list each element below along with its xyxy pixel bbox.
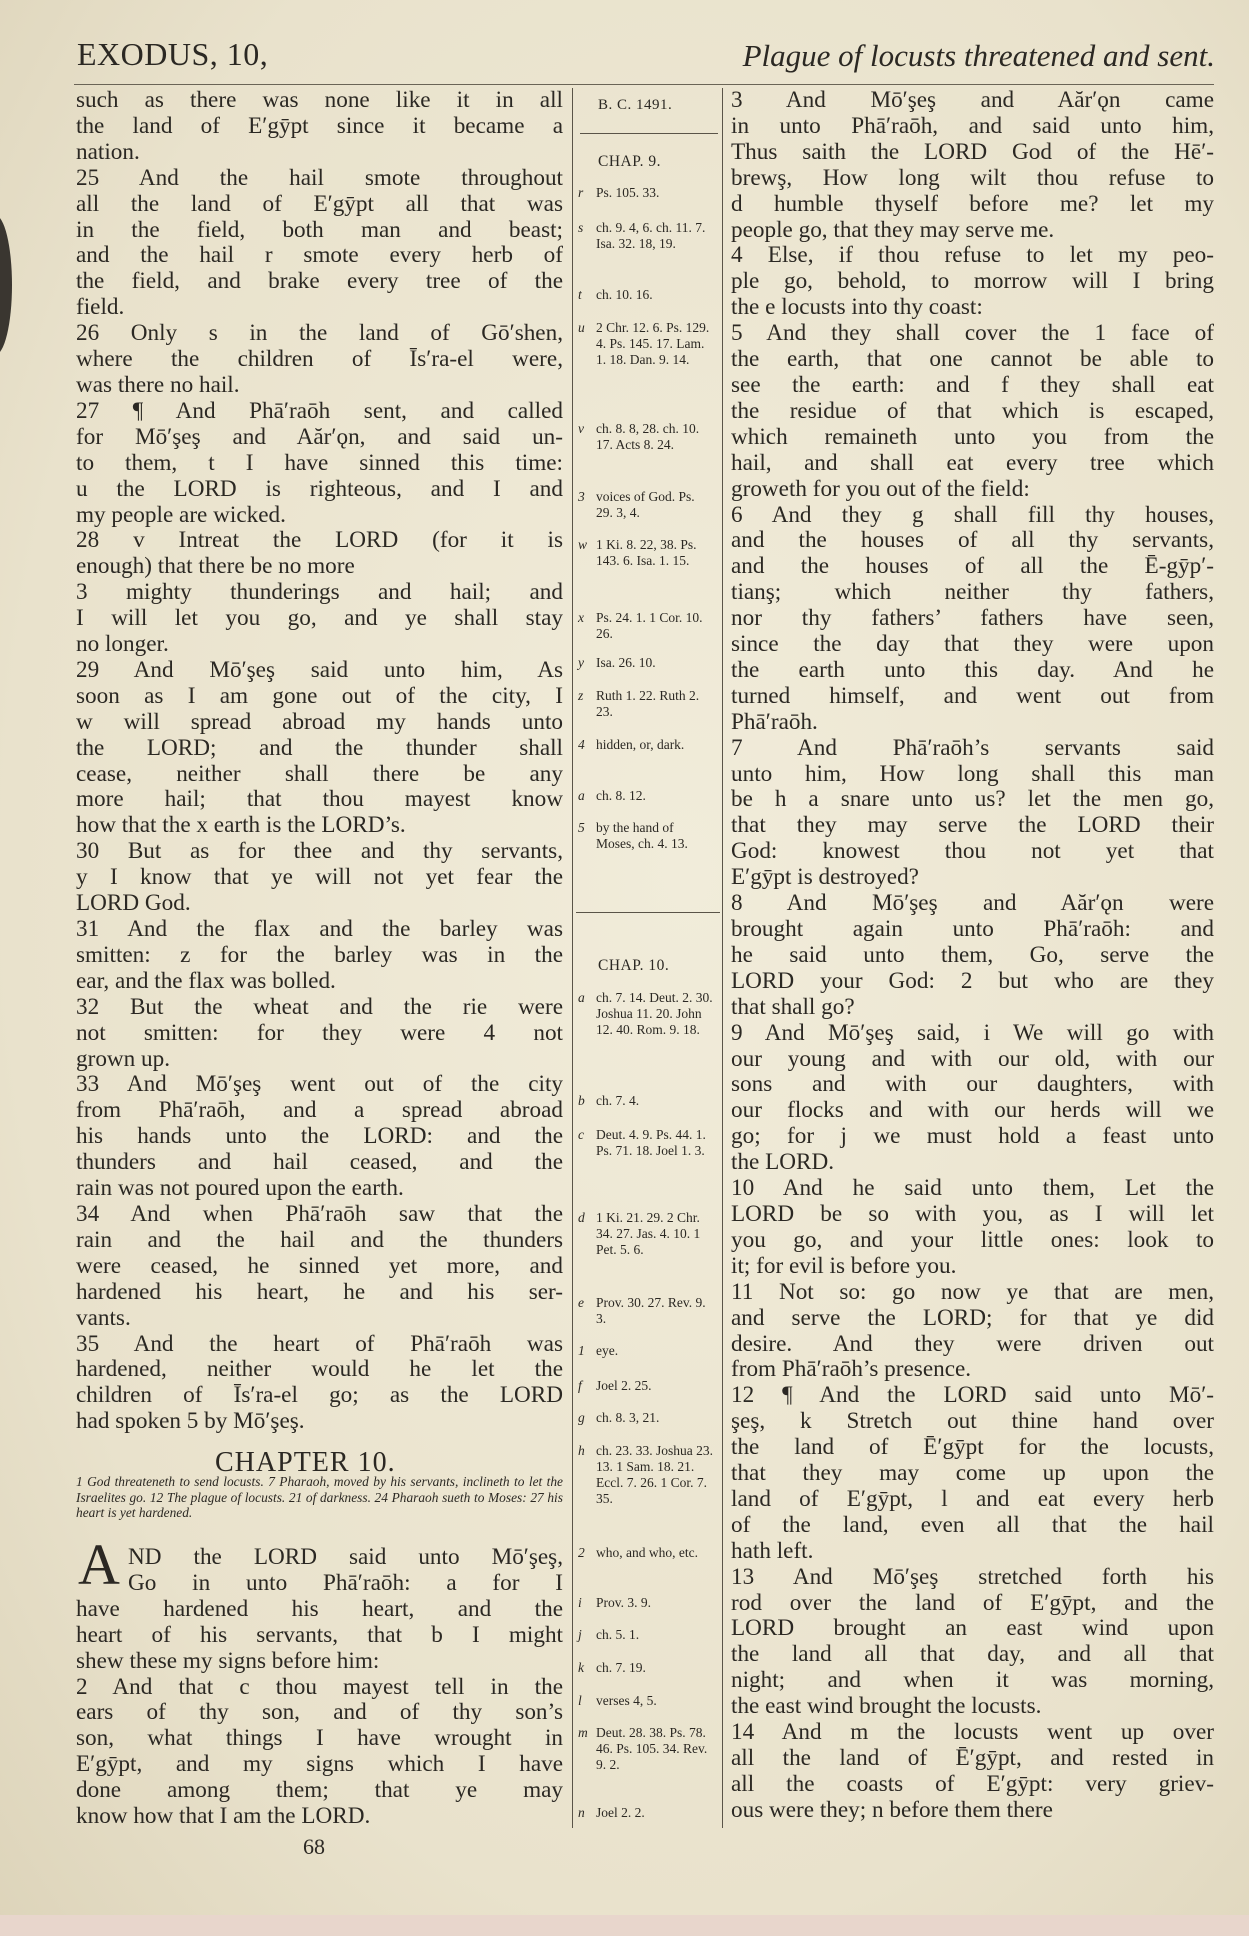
reference-text: Ruth 1. 22. Ruth 2. 23. [596,688,700,719]
reference-mark: t [578,287,582,302]
reference-mark: m [578,1725,588,1740]
text-line: son, what things I have wrought in [76,1725,563,1752]
reference-text: who, and who, etc. [596,1545,698,1560]
text-line: 26 Only s in the land of Gō′shen, [76,320,563,347]
reference-mark: u [578,320,585,335]
cross-reference [578,1343,718,1359]
reference-text: ch. 7. 4. [596,1093,640,1108]
reference-text: by the hand of Moses, ch. 4. 13. [596,820,688,851]
text-line: I will let you go, and ye shall stay [76,605,563,632]
reference-text: ch. 7. 14. Deut. 2. 30. Joshua 11. 20. John 12. 40. Rom. 9. 18. [596,990,713,1037]
text-line: 32 But the wheat and the rie were [76,993,563,1020]
cross-reference [578,1093,718,1109]
cross-reference [578,1660,718,1676]
text-line: 34 And when Phā′raōh saw that the [76,1200,563,1227]
text-line: 3 mighty thunderings and hail; and [76,579,563,606]
reference-mark: 2 [578,1545,585,1560]
page-topic-title: Plague of locusts threatened and sent. [742,38,1215,73]
text-line: Go in unto Phā′raōh: a for I [128,1569,563,1596]
cross-reference [578,1693,718,1709]
text-line: 5 And they shall cover the 1 face of [731,320,1214,347]
text-line: ple go, behold, to morrow will I bring [731,268,1214,295]
text-line: nation. [76,138,140,165]
reference-text: ch. 23. 33. Joshua 23. 13. 1 Sam. 18. 21. Eccl. 7. 26. 1 Cor. 7. 35. [596,1443,713,1506]
left-column-divider [572,88,573,1828]
text-line: groweth for you out of the field: [731,475,1030,502]
text-line: 7 And Phā′raōh’s servants said [731,734,1214,761]
reference-text: Prov. 3. 9. [596,1595,652,1610]
text-line: d humble thyself before me? let my [731,190,1214,217]
text-line: done among them; that ye may [76,1777,563,1804]
text-line: E′gȳpt is destroyed? [731,864,919,891]
reference-mark: 1 [578,1343,585,1358]
header-rule [74,84,1214,85]
text-line: the field, and brake every tree of the [76,268,563,295]
text-line: all the land of E′gȳpt all that was [76,190,563,217]
text-line: 28 v Intreat the LORD (for it is [76,527,563,554]
text-line: turned himself, and went out from [731,682,1214,709]
text-line: that they may come up upon the [731,1460,1214,1487]
text-line: y I know that ye will not yet fear the [76,864,563,891]
text-line: and the houses of all thy servants, [731,527,1214,554]
text-line: desire. And they were driven out [731,1330,1214,1357]
reference-text: Isa. 26. 10. [596,655,656,670]
text-line: such as there was none like it in all [76,87,563,113]
reference-text: verses 4, 5. [596,1693,657,1708]
text-line: the east wind brought the locusts. [731,1693,1042,1720]
text-line: his hands unto the LORD: and the [76,1123,563,1150]
cross-reference [578,737,718,753]
text-line: LORD brought an east wind upon [731,1615,1214,1642]
chap-ref-rule [576,912,720,913]
text-line: 27 ¶ And Phā′raōh sent, and called [76,397,563,424]
text-line: hail, and shall eat every tree which [731,449,1214,476]
text-line: of the land, even all that the hail [731,1511,1214,1538]
text-line: LORD God. [76,890,191,917]
running-header [75,36,1215,82]
text-line: unto him, How long shall this man [731,760,1214,787]
text-line: ND the LORD said unto Mō′şeş, [128,1544,563,1570]
text-line: enough) that there be no more [76,553,355,580]
text-line: know how that I am the LORD. [76,1803,371,1830]
cross-reference [578,537,718,569]
reference-mark: 3 [578,489,585,504]
text-line: Thus saith the LORD God of the Hē′- [731,138,1214,165]
cross-reference [578,320,718,368]
reference-mark: b [578,1093,585,1108]
reference-mark: j [578,1627,582,1642]
text-line: more hail; that thou mayest know [76,786,563,813]
reference-text: hidden, or, dark. [596,737,685,752]
reference-text: Ps. 24. 1. 1 Cor. 10. 26. [596,610,703,641]
text-line: our flocks and with our herds will we [731,1097,1214,1124]
text-line: have hardened his heart, and the [76,1595,563,1622]
reference-mark: 5 [578,820,585,835]
text-line: for Mō′şeş and Aăr′ǫn, and said un- [76,423,563,450]
cross-reference [578,1725,718,1773]
text-line: thunders and hail ceased, and the [76,1149,563,1176]
text-line: rain and the hail and the thunders [76,1226,563,1253]
text-line: and serve the LORD; for that ye did [731,1304,1214,1331]
text-line: not smitten: for they were 4 not [76,1019,563,1046]
cross-reference [578,1595,718,1611]
reference-text: voices of God. Ps. 29. 3, 4. [596,489,695,520]
text-line: soon as I am gone out of the city, I [76,682,563,709]
cross-reference [578,820,718,852]
text-line: ears of thy son, and of thy son’s [76,1699,563,1726]
text-line: the e locusts into thy coast: [731,294,983,321]
drop-cap: A [78,1532,120,1597]
text-line: were ceased, he sinned yet more, and [76,1252,563,1279]
reference-text: Deut. 28. 38. Ps. 78. 46. Ps. 105. 34. Rev. 9. 2. [596,1725,708,1772]
reference-text: 1 Ki. 8. 22, 38. Ps. 143. 6. Isa. 1. 15. [596,537,697,568]
text-line: LORD be so with you, as I will let [731,1200,1214,1227]
cross-reference [578,1410,718,1426]
text-line: all the coasts of E′gȳpt: very griev- [731,1770,1214,1797]
text-line: from Phā′raōh’s presence. [731,1356,972,1383]
reference-mark: k [578,1660,584,1675]
text-line: 2 And that c thou mayest tell in the [76,1673,563,1700]
text-line: brewş, How long wilt thou refuse to [731,164,1214,191]
text-line: brought again unto Phā′raōh: and [731,916,1214,942]
reference-text: Joel 2. 2. [596,1805,645,1820]
reference-text: eye. [596,1343,619,1358]
text-line: God: knowest thou not yet that [731,838,1214,865]
reference-mark: g [578,1410,585,1425]
date-rule [580,133,718,134]
text-line: it; for evil is before you. [731,1252,957,1279]
text-line: since the day that they were upon [731,631,1214,658]
reference-mark: i [578,1595,582,1610]
text-line: people go, that they may serve me. [731,216,1055,243]
reference-mark: w [578,537,588,552]
cross-reference [578,788,718,804]
text-line: land of E′gȳpt, l and eat every herb [731,1485,1214,1512]
text-line: 11 Not so: go now ye that are men, [731,1278,1214,1305]
text-line: LORD your God: 2 but who are they [731,967,1214,994]
reference-mark: l [578,1693,582,1708]
right-text-column [731,88,1214,1824]
text-line: 31 And the flax and the barley was [76,916,563,942]
text-line: be h a snare unto us? let the men go, [731,786,1214,813]
reference-text: ch. 8. 12. [596,788,646,803]
reference-mark: v [578,421,584,436]
reference-mark: a [578,990,585,1005]
cross-reference [578,1443,718,1507]
text-line: hardened his heart, he and his ser- [76,1278,563,1305]
reference-text: ch. 8. 3, 21. [596,1410,660,1425]
text-line: shew these my signs before him: [76,1647,380,1674]
cross-reference [578,1805,718,1821]
text-line: 25 And the hail smote throughout [76,164,563,191]
text-line: children of Īs′ra-el go; as the LORD [76,1382,563,1409]
reference-text: Ps. 105. 33. [596,185,660,200]
text-line: heart of his servants, that b I might [76,1621,563,1648]
chapter-heading: CHAPTER 10. [215,1447,396,1478]
text-line: hardened, neither would he let the [76,1356,563,1383]
text-line: which remaineth unto you from the [731,423,1214,450]
text-line: rain was not poured upon the earth. [76,1175,404,1202]
reference-text: ch. 7. 19. [596,1660,646,1675]
text-line: 3 And Mō′şeş and Aăr′ǫn came [731,87,1214,113]
text-line: the land of E′gȳpt since it became a [76,112,563,139]
text-line: field. [76,294,125,321]
text-line: 4 Else, if thou refuse to let my peo- [731,242,1214,269]
book-chapter-title: EXODUS, 10, [77,36,269,72]
cross-reference [578,1295,718,1327]
cross-reference [578,421,718,453]
text-line: had spoken 5 by Mō′şeş. [76,1408,305,1435]
text-line: tianş; which neither thy fathers, [731,579,1214,606]
reference-text: Deut. 4. 9. Ps. 44. 1. Ps. 71. 18. Joel 1. 3. [596,1127,706,1158]
cross-reference [578,610,718,642]
left-text-column [76,88,563,1435]
text-line: the land all that day, and all that [731,1641,1214,1668]
chap9-ref-label: CHAP. 9. [598,153,662,170]
text-line: to them, t I have sinned this time: [76,449,563,476]
page-bottom-edge [0,1915,1249,1936]
left-bottom-text [76,1545,563,1830]
reference-text: ch. 9. 4, 6. ch. 11. 7. Isa. 32. 18, 19. [596,220,706,251]
text-line: 30 But as for thee and thy servants, [76,838,563,865]
reference-mark: x [578,610,584,625]
cross-reference [578,1627,718,1643]
text-line: w will spread abroad my hands unto [76,708,563,735]
reference-mark: z [578,688,584,703]
text-line: all the land of Ē′gȳpt, and rested in [731,1745,1214,1771]
text-line: that shall go? [731,993,855,1020]
reference-text: ch. 5. 1. [596,1627,640,1642]
text-line: 9 And Mō′şeş said, i We will go with [731,1019,1214,1046]
text-line: that they may serve the LORD their [731,812,1214,839]
right-column-divider [722,88,723,1828]
text-line: hath left. [731,1537,814,1564]
reference-mark: s [578,220,584,235]
text-line: u the LORD is righteous, and I and [76,475,563,502]
reference-mark: 4 [578,737,585,752]
text-line: night; and when it was morning, [731,1667,1214,1694]
text-line: 8 And Mō′şeş and Aăr′ǫn were [731,890,1214,917]
text-line: was there no hail. [76,371,240,398]
text-line: you go, and your little ones: look to [731,1226,1214,1253]
text-line: ear, and the flax was bolled. [76,967,336,994]
text-line: our young and with our old, with our [731,1045,1214,1072]
text-line: 35 And the heart of Phā′raōh was [76,1330,563,1357]
text-line: 6 And they g shall fill thy houses, [731,501,1214,528]
text-line: 12 ¶ And the LORD said unto Mō′- [731,1382,1214,1409]
reference-text: Prov. 30. 27. Rev. 9. 3. [596,1295,706,1326]
text-line: şeş, k Stretch out thine hand over [731,1408,1214,1435]
cross-reference [578,1210,718,1258]
text-line: 14 And m the locusts went up over [731,1719,1214,1746]
text-line: go; for j we must hold a feast unto [731,1123,1214,1150]
text-line: in unto Phā′raōh, and said unto him, [731,112,1214,139]
text-line: rod over the land of E′gȳpt, and the [731,1589,1214,1616]
cross-reference [578,287,718,303]
text-line: see the earth: and f they shall eat [731,371,1214,398]
cross-reference [578,220,718,252]
reference-mark: c [578,1127,584,1142]
text-line: the land of Ē′gȳpt for the locusts, [731,1434,1214,1461]
text-line: from Phā′raōh, and a spread abroad [76,1097,563,1124]
text-line: the earth, that one cannot be able to [731,346,1214,373]
cross-reference [578,1545,718,1561]
cross-reference [578,185,718,201]
text-line: the residue of that which is escaped, [731,397,1214,424]
cross-reference [578,688,718,720]
text-line: 29 And Mō′şeş said unto him, As [76,656,563,683]
reference-text: 2 Chr. 12. 6. Ps. 129. 4. Ps. 145. 17. Lam. 1. 18. Dan. 9. 14. [596,320,710,367]
text-line: vants. [76,1304,131,1331]
text-line: grown up. [76,1045,171,1072]
text-line: 10 And he said unto them, Let the [731,1175,1214,1202]
text-line: my people are wicked. [76,501,286,528]
chap10-ref-label: CHAP. 10. [598,957,670,974]
text-line: and the hail r smote every herb of [76,242,563,269]
reference-text: ch. 8. 8, 28. ch. 10. 17. Acts 8. 24. [596,421,700,452]
text-line: where the children of Īs′ra-el were, [76,346,563,373]
reference-mark: y [578,655,584,670]
text-line: 13 And Mō′şeş stretched forth his [731,1563,1214,1590]
chapter-summary: 1 God threateneth to send locusts. 7 Pharaoh, moved by his servants, inclineth to let the Israelites go. 12 The plague of locusts. 21 of darkness. 24 Pharaoh sueth to Moses: 27 his heart is yet hardened. [76,1474,563,1520]
text-line: how that the x earth is the LORD’s. [76,812,406,839]
text-line: cease, neither shall there be any [76,760,563,787]
reference-mark: f [578,1378,582,1393]
page-number: 68 [303,1834,325,1859]
text-line: in the field, both man and beast; [76,216,563,243]
cross-reference [578,489,718,521]
reference-mark: a [578,788,585,803]
text-line: the LORD. [731,1149,835,1176]
text-line: nor thy fathers’ fathers have seen, [731,605,1214,632]
cross-reference [578,990,718,1038]
reference-text: Joel 2. 25. [596,1378,652,1393]
text-line: Phā′raōh. [731,708,818,735]
text-line: 33 And Mō′şeş went out of the city [76,1071,563,1098]
text-line: smitten: z for the barley was in the [76,941,563,968]
text-line: ous were they; n before them there [731,1796,1053,1823]
text-line: the LORD; and the thunder shall [76,734,563,761]
text-line: and the houses of all the Ē-gȳp′- [731,553,1214,580]
reference-text: ch. 10. 16. [596,287,653,302]
text-line: he said unto them, Go, serve the [731,941,1214,968]
reference-mark: n [578,1805,585,1820]
reference-mark: h [578,1443,585,1458]
reference-mark: r [578,185,584,200]
text-line: no longer. [76,631,169,658]
text-line: E′gȳpt, and my signs which I have [76,1751,563,1778]
text-line: the earth unto this day. And he [731,656,1214,683]
cross-reference [578,655,718,671]
reference-text: 1 Ki. 21. 29. 2 Chr. 34. 27. Jas. 4. 10. 1 Pet. 5. 6. [596,1210,701,1257]
date-note: B. C. 1491. [598,97,673,113]
text-line: sons and with our daughters, with [731,1071,1214,1098]
reference-mark: d [578,1210,585,1225]
cross-reference [578,1127,718,1159]
reference-mark: e [578,1295,584,1310]
cross-reference [578,1378,718,1394]
